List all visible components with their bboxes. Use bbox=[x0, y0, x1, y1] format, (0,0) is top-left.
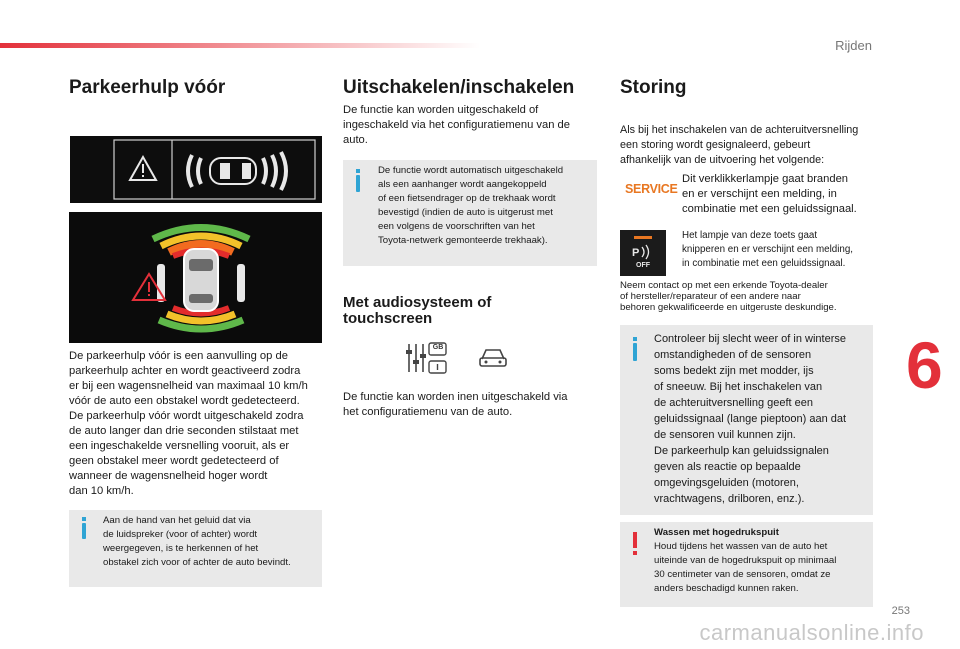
off-button-description: Het lampje van deze toets gaat knipperen en er verschijnt een melding, in combinatie met een geluidssignaal. bbox=[682, 230, 854, 269]
service-description: Dit verklikkerlampje gaat branden en er verschijnt een melding, in combinatie met een geluidssignaal. bbox=[682, 173, 857, 215]
info-icon bbox=[356, 175, 360, 192]
chapter-title: Rijden bbox=[835, 38, 872, 53]
section-title-front-parking: Parkeerhulp vóór bbox=[69, 77, 226, 98]
chapter-number: 6 bbox=[906, 328, 943, 402]
chapter-tab bbox=[892, 330, 960, 400]
gb-label: GB bbox=[432, 344, 444, 351]
disable-enable-intro: De functie kan worden uitgeschakeld of ingeschakeld via het configuratiemenu van de auto. bbox=[343, 104, 571, 146]
settings-sliders-icon bbox=[405, 340, 449, 376]
subsection-title-audio: Met audiosysteem of touchscreen bbox=[343, 294, 492, 327]
svg-text:P: P bbox=[632, 247, 640, 259]
info-icon-dot bbox=[82, 517, 86, 521]
park-assist-off-button-icon bbox=[620, 230, 666, 276]
off-label: OFF bbox=[636, 262, 650, 269]
info-box-sensors-dirty bbox=[620, 325, 873, 515]
header-accent-bar bbox=[0, 43, 480, 48]
watermark: carmanualsonline.info bbox=[699, 620, 924, 645]
info-box-speaker bbox=[69, 510, 322, 587]
info-icon bbox=[82, 523, 86, 539]
service-warning-icon: SERVICE bbox=[625, 182, 678, 196]
section-title-malfunction: Storing bbox=[620, 77, 687, 98]
warning-icon-dot bbox=[633, 551, 637, 555]
info-text-trailer: De functie wordt automatisch uitgeschakeld als een aanhanger wordt aangekoppeld of een fietsendrager op de trekhaak wordt bevestigd (indien de auto is uitgerust met een volgens de voorschriften van het Toyota-netwerk gemonteerde trekhaak). bbox=[378, 165, 564, 246]
cluster-display-image bbox=[70, 136, 322, 203]
parking-sensor-icon bbox=[631, 243, 655, 261]
front-parking-description: De parkeerhulp vóór is een aanvulling op de parkeerhulp achter en wordt geactiveerd zodra er bij een wagensnelheid van maximaal 10 km/h vóór de auto een obstakel wordt gedetecteerd. De parkeerhulp vóór wordt uitgeschakeld zodra de auto langer dan drie seconden stilstaat met een ingeschakelde versnelling vooruit, als er geen obstakel meer wordt gedetecteerd of wanneer de wagensnelheid hoger wordt dan 10 km/h. bbox=[69, 350, 308, 497]
sensor-screen-image bbox=[69, 212, 322, 343]
malfunction-intro: Als bij het inschakelen van de achteruitversnelling een storing wordt gesignaleerd, gebeurt afhankelijk van de uitvoering het volgende: bbox=[620, 124, 859, 166]
parking-sensor-cluster-icon bbox=[70, 136, 322, 203]
dealer-contact-text: Neem contact op met een erkende Toyota-dealer of hersteller/reparateur of een andere naar behoren gekwalificeerde en uitgeruste deskundige. bbox=[620, 280, 837, 313]
warning-box-pressure-wash bbox=[620, 522, 873, 607]
section-title-disable-enable: Uitschakelen/inschakelen bbox=[343, 77, 575, 98]
button-led bbox=[634, 236, 652, 239]
info-box-trailer bbox=[343, 160, 597, 266]
page-number: 253 bbox=[891, 605, 910, 617]
car-settings-icon bbox=[478, 343, 508, 371]
info-icon-dot bbox=[356, 169, 360, 173]
info-icon bbox=[633, 343, 637, 361]
info-text-sensors: Controleer bij slecht weer of in winterse omstandigheden of de sensoren soms bedekt zijn met modder, ijs of sneeuw. Bij het inschakelen van de achteruitversnelling geeft een geluidssignaal (lange pieptoon) aan dat de sensoren vuil kunnen zijn. De parkeerhulp kan geluidssignalen geven als reactie op bepaalde omgevingsgeluiden (motoren, vrachtwagens, drilboren, enz.). bbox=[654, 333, 847, 505]
car-sensor-arcs-icon bbox=[69, 212, 322, 343]
warning-text-pressure-wash: Wassen met hogedrukspuit Houd tijdens het wassen van de auto het uiteinde van de hogedrukspuit op minimaal 30 centimeter van de sensoren, omdat ze anders beschadigd kunnen raken. bbox=[654, 527, 837, 594]
info-icon-dot bbox=[633, 337, 637, 341]
audio-description: De functie kan worden inen uitgeschakeld via het configuratiemenu van de auto. bbox=[343, 391, 568, 418]
warning-icon bbox=[633, 532, 637, 548]
info-text-speaker: Aan de hand van het geluid dat via de luidspreker (voor of achter) wordt weergegeven, is te herkennen of het obstakel zich voor of achter de auto bevindt. bbox=[103, 515, 291, 568]
